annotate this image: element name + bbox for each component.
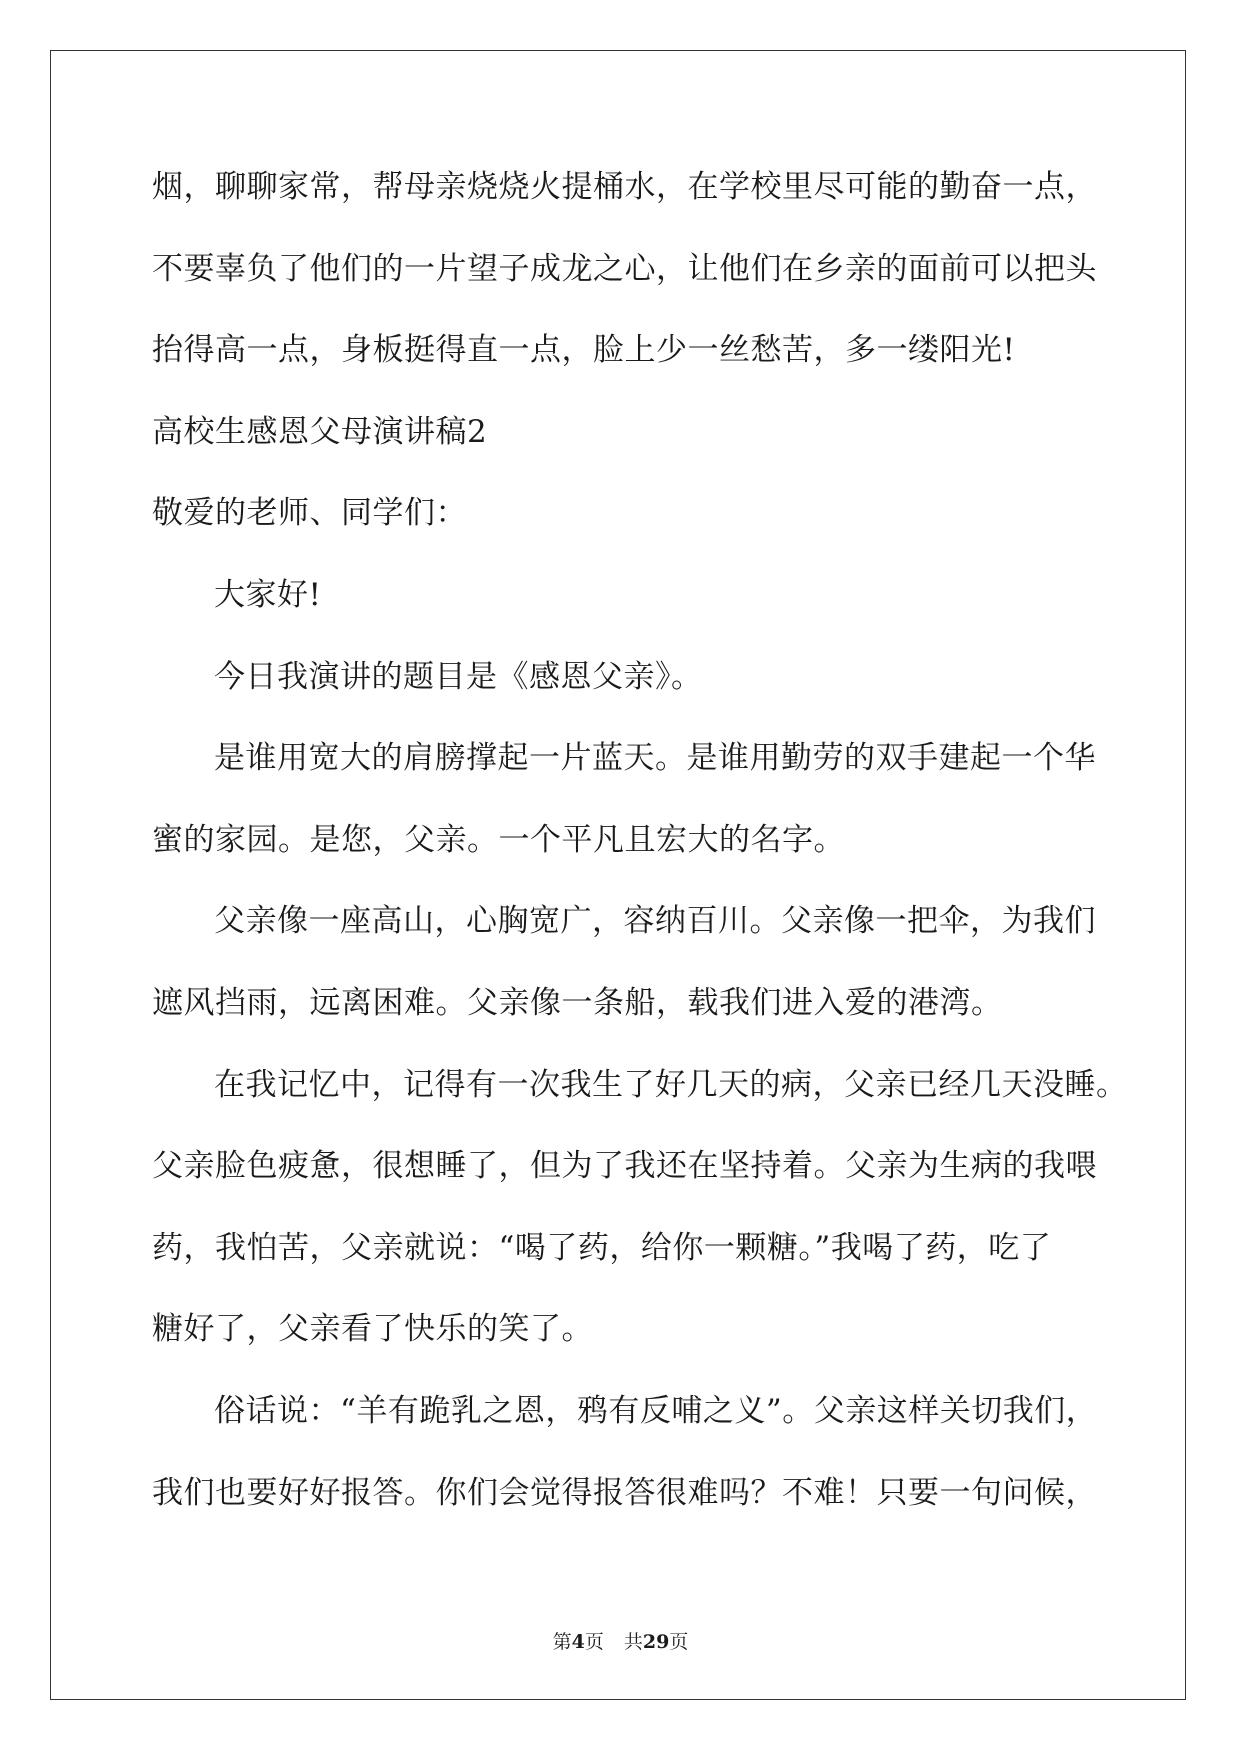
document-body — [152, 160, 1128, 1547]
page-footer — [0, 1627, 1241, 1654]
text-line: 糖好了，父亲看了快乐的笑了。 — [152, 1311, 593, 1348]
text-line: 蜜的家园。是您，父亲。一个平凡且宏大的名字。 — [152, 821, 845, 858]
text-line: 药，我怕苦，父亲就说：“喝了药，给你一颗糖。”我喝了药，吃了 — [152, 1229, 1052, 1266]
text-line: 我们也要好好报答。你们会觉得报答很难吗？不难！只要一句问候， — [152, 1474, 1097, 1511]
text-line: 是谁用宽大的肩膀撑起一片蓝天。是谁用勤劳的双手建起一个华 — [214, 740, 1096, 777]
section-heading: 高校生感恩父母演讲稿2 — [152, 413, 488, 450]
page-number: 4 — [571, 1631, 585, 1653]
footer-prefix: 第 — [552, 1631, 572, 1653]
text-line: 抬得高一点，身板挺得直一点，脸上少一丝愁苦，多一缕阳光! — [152, 332, 1016, 369]
text-line: 遮风挡雨，远离困难。父亲像一条船，载我们进入爱的港湾。 — [152, 984, 1003, 1021]
text-line: 烟，聊聊家常，帮母亲烧烧火提桶水，在学校里尽可能的勤奋一点， — [152, 169, 1097, 205]
total-pages: 29 — [642, 1631, 670, 1653]
salutation: 敬爱的老师、同学们： — [152, 495, 467, 532]
footer-total-suffix: 页 — [669, 1631, 689, 1653]
text-line: 父亲脸色疲惫，很想睡了，但为了我还在坚持着。父亲为生病的我喂 — [152, 1148, 1097, 1185]
footer-total-prefix: 共 — [623, 1631, 643, 1653]
text-line: 不要辜负了他们的一片望子成龙之心，让他们在乡亲的面前可以把头 — [152, 250, 1097, 287]
text-line: 今日我演讲的题目是《感恩父亲》。 — [214, 658, 703, 695]
text-line: 在我记忆中，记得有一次我生了好几天的病，父亲已经几天没睡。 — [214, 1066, 1128, 1103]
text-line: 大家好! — [214, 576, 322, 613]
text-line: 父亲像一座高山，心胸宽广，容纳百川。父亲像一把伞，为我们 — [214, 903, 1096, 940]
footer-page-suffix: 页 — [584, 1631, 604, 1653]
text-line: 俗话说：“羊有跪乳之恩，鸦有反哺之义”。父亲这样关切我们， — [214, 1392, 1098, 1429]
